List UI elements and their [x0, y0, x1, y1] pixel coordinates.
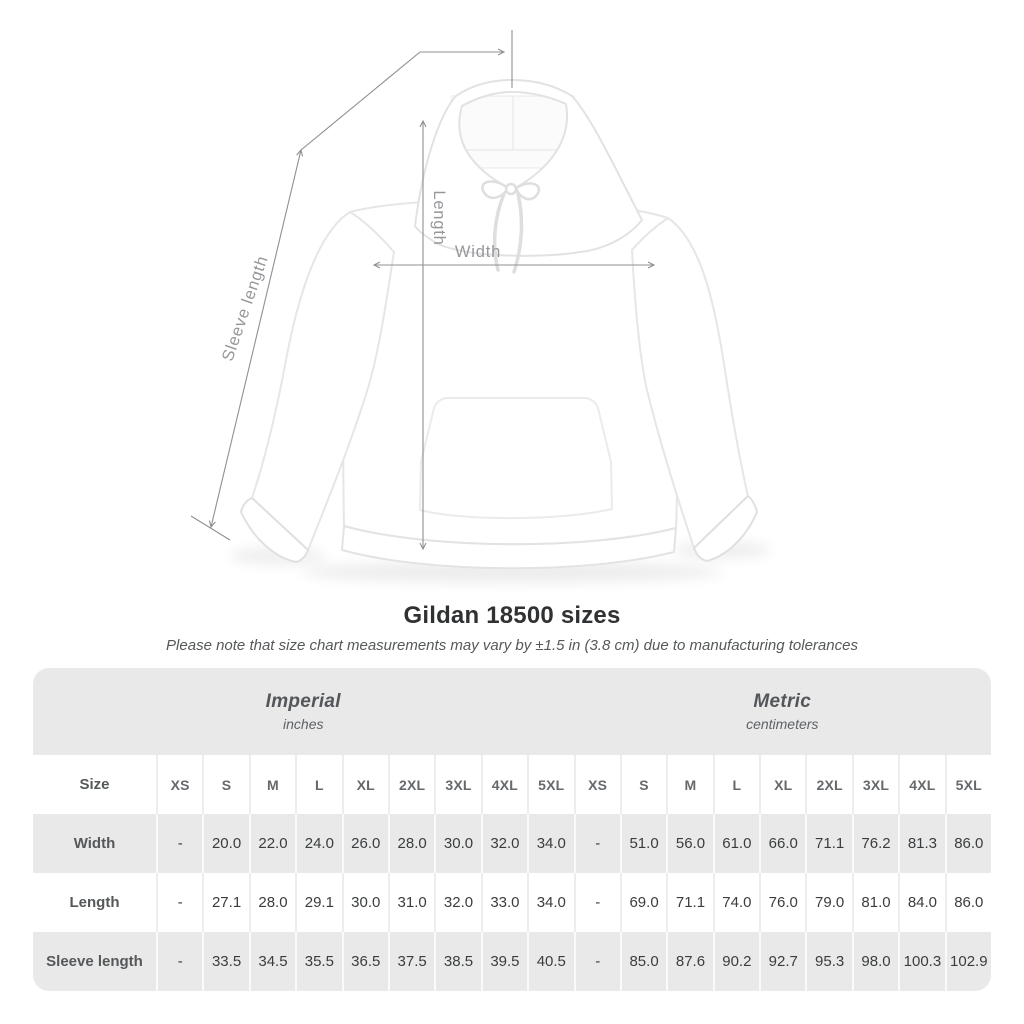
cell-value: 90.2 [713, 932, 759, 991]
size-column-header: Size [33, 755, 156, 814]
cell-value: 30.0 [342, 873, 388, 932]
cell-value: 74.0 [713, 873, 759, 932]
cell-value: 87.6 [666, 932, 712, 991]
imperial-title: Imperial [265, 691, 341, 712]
cell-value: 34.5 [249, 932, 295, 991]
size-header: 2XL [388, 755, 434, 814]
metric-title: Metric [753, 691, 812, 712]
cell-value: - [574, 873, 620, 932]
cell-value: 30.0 [434, 814, 480, 873]
size-header: 2XL [805, 755, 851, 814]
size-header: 5XL [945, 755, 991, 814]
cell-value: 39.5 [481, 932, 527, 991]
cell-value: 86.0 [945, 814, 991, 873]
size-header: XL [342, 755, 388, 814]
length-label: Length [430, 190, 448, 246]
cell-value: 81.3 [898, 814, 944, 873]
row-label: Length [33, 873, 156, 932]
size-header: L [713, 755, 759, 814]
size-header: 3XL [434, 755, 480, 814]
cell-value: 38.5 [434, 932, 480, 991]
size-header: 5XL [527, 755, 573, 814]
cell-value: 32.0 [434, 873, 480, 932]
sleeve-diagonal-segment [301, 52, 420, 150]
imperial-band [33, 668, 574, 755]
cell-value: 36.5 [342, 932, 388, 991]
row-label: Sleeve length [33, 932, 156, 991]
cell-value: 22.0 [249, 814, 295, 873]
cell-value: 28.0 [388, 814, 434, 873]
page-title: Gildan 18500 sizes [403, 602, 621, 629]
cell-value: 31.0 [388, 873, 434, 932]
width-label: Width [454, 243, 502, 261]
cell-value: 81.0 [852, 873, 898, 932]
size-header: S [620, 755, 666, 814]
cell-value: - [156, 932, 202, 991]
imperial-unit: inches [283, 716, 324, 732]
cell-value: 34.0 [527, 873, 573, 932]
size-header: 4XL [898, 755, 944, 814]
cell-value: - [574, 814, 620, 873]
cell-value: 100.3 [898, 932, 944, 991]
size-header: M [666, 755, 712, 814]
cell-value: 98.0 [852, 932, 898, 991]
size-header: L [295, 755, 341, 814]
cell-value: 33.5 [202, 932, 248, 991]
cell-value: 32.0 [481, 814, 527, 873]
cell-value: 51.0 [620, 814, 666, 873]
size-header: 4XL [481, 755, 527, 814]
cell-value: 86.0 [945, 873, 991, 932]
cell-value: 102.9 [945, 932, 991, 991]
cell-value: 71.1 [666, 873, 712, 932]
size-header: XS [574, 755, 620, 814]
cell-value: 35.5 [295, 932, 341, 991]
cell-value: 79.0 [805, 873, 851, 932]
cell-value: 76.0 [759, 873, 805, 932]
cell-value: - [156, 873, 202, 932]
metric-band [574, 668, 992, 755]
cell-value: 66.0 [759, 814, 805, 873]
cell-value: 28.0 [249, 873, 295, 932]
cell-value: 27.1 [202, 873, 248, 932]
kangaroo-pocket [420, 398, 612, 518]
cell-value: 26.0 [342, 814, 388, 873]
cell-value: 69.0 [620, 873, 666, 932]
cell-value: 71.1 [805, 814, 851, 873]
size-header: 3XL [852, 755, 898, 814]
cell-value: 61.0 [713, 814, 759, 873]
size-header: XS [156, 755, 202, 814]
cell-value: 92.7 [759, 932, 805, 991]
cell-value: 76.2 [852, 814, 898, 873]
cell-value: - [574, 932, 620, 991]
cell-value: 29.1 [295, 873, 341, 932]
cell-value: 95.3 [805, 932, 851, 991]
metric-unit: centimeters [746, 716, 819, 732]
cell-value: 34.0 [527, 814, 573, 873]
size-header: XL [759, 755, 805, 814]
row-label: Width [33, 814, 156, 873]
cuff-tick [191, 516, 230, 540]
cell-value: 24.0 [295, 814, 341, 873]
cell-value: 37.5 [388, 932, 434, 991]
sleeve-length-label: Sleeve length [218, 253, 272, 364]
cell-value: 84.0 [898, 873, 944, 932]
size-header: M [249, 755, 295, 814]
size-header: S [202, 755, 248, 814]
size-table [33, 668, 991, 991]
cell-value: 33.0 [481, 873, 527, 932]
cell-value: 85.0 [620, 932, 666, 991]
page-subtitle: Please note that size chart measurements may vary by ±1.5 in (3.8 cm) due to manufacturing tolerances [166, 637, 858, 654]
cell-value: 40.5 [527, 932, 573, 991]
cell-value: - [156, 814, 202, 873]
cell-value: 20.0 [202, 814, 248, 873]
hoodie-illustration [241, 80, 757, 568]
cell-value: 56.0 [666, 814, 712, 873]
